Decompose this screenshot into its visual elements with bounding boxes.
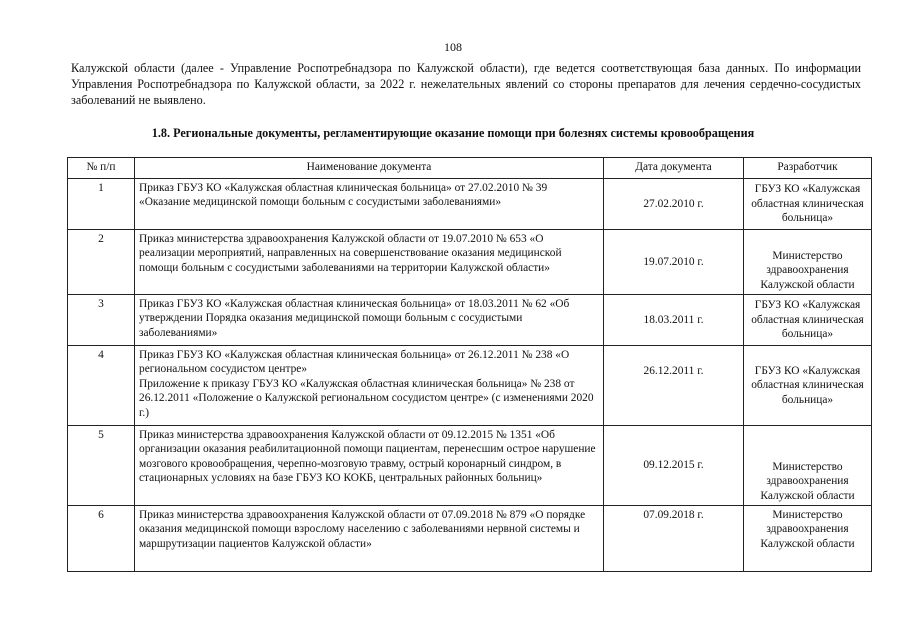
document-name: Приказ ГБУЗ КО «Калужская областная клиническая больница» от 18.03.2011 № 62 «Об утверждении Порядка оказания медицинской помощи больным с сосудистыми заболеваниями»	[135, 295, 604, 346]
document-name: Приказ ГБУЗ КО «Калужская областная клиническая больница» от 27.02.2010 № 39 «Оказание медицинской помощи больным с сосудистыми заболеваниями»	[135, 179, 604, 230]
table-row	[68, 346, 872, 426]
header-developer: Разработчик	[744, 158, 872, 179]
table-row	[68, 295, 872, 346]
document-developer: ГБУЗ КО «Калужская областная клиническая больница»	[744, 179, 872, 230]
document-developer: Министерство здравоохранения Калужской области	[744, 426, 872, 506]
document-developer: ГБУЗ КО «Калужская областная клиническая больница»	[744, 346, 872, 426]
table-header-row	[68, 158, 872, 179]
document-name: Приказ министерства здравоохранения Калужской области от 19.07.2010 № 653 «О реализации мероприятий, направленных на совершенствование оказания медицинской помощи больным с сосудистыми заболеваниями на территории Калужской области»	[135, 230, 604, 295]
row-number: 1	[68, 179, 135, 230]
document-developer: Министерство здравоохранения Калужской области	[744, 506, 872, 572]
document-developer: ГБУЗ КО «Калужская областная клиническая больница»	[744, 295, 872, 346]
document-date: 27.02.2010 г.	[604, 179, 744, 230]
row-number: 6	[68, 506, 135, 572]
document-name	[135, 346, 604, 426]
header-document-date: Дата документа	[604, 158, 744, 179]
table-row	[68, 426, 872, 506]
row-number: 4	[68, 346, 135, 426]
document-date: 19.07.2010 г.	[604, 230, 744, 295]
row-number: 3	[68, 295, 135, 346]
row-number: 2	[68, 230, 135, 295]
document-name: Приказ министерства здравоохранения Калужской области от 07.09.2018 № 879 «О порядке оказания медицинской помощи взрослому населению с заболеваниями нервной системы и маршрутизации пациентов Калужской области»	[135, 506, 604, 572]
document-date: 07.09.2018 г.	[604, 506, 744, 572]
page-number: 108	[444, 40, 462, 54]
document-date: 09.12.2015 г.	[604, 426, 744, 506]
section-heading: 1.8. Региональные документы, регламентирующие оказание помощи при болезнях системы кровообращения	[151, 126, 755, 140]
row-number: 5	[68, 426, 135, 506]
table-row	[68, 506, 872, 572]
header-number: № п/п	[68, 158, 135, 179]
document-date: 26.12.2011 г.	[604, 346, 744, 426]
documents-table	[67, 157, 872, 572]
intro-text: Калужской области (далее - Управление Роспотребнадзора по Калужской области), где ведется соответствующая база данных. По информации Управления Роспотребнадзора по Калужской области, за 2022 г. нежелательных явлений со стороны препаратов для лечения сердечно-сосудистых заболеваний не выявлено.	[71, 61, 861, 107]
table-row	[68, 179, 872, 230]
document-name-order: Приказ ГБУЗ КО «Калужская областная клиническая больница» от 26.12.2011 № 238 «О региональном сосудистом центре»	[139, 349, 570, 376]
document-developer: Министерство здравоохранения Калужской области	[744, 230, 872, 295]
document-name-appendix: Приложение к приказу ГБУЗ КО «Калужская областная клиническая больница» № 238 от 26.12.2011 «Положение о Калужской региональном сосудистом центре» (с изменениями 2020 г.)	[139, 377, 594, 419]
document-name: Приказ министерства здравоохранения Калужской области от 09.12.2015 № 1351 «Об организации оказания реабилитационной помощи пациентам, перенесшим острое нарушение мозгового кровообращения, черепно-мозговую травму, острый коронарный синдром, в стационарных условиях на базе ГБУЗ КО КОКБ, центральных районных больниц»	[135, 426, 604, 506]
intro-paragraph	[71, 60, 861, 108]
header-document-name: Наименование документа	[135, 158, 604, 179]
table-row	[68, 230, 872, 295]
document-date: 18.03.2011 г.	[604, 295, 744, 346]
